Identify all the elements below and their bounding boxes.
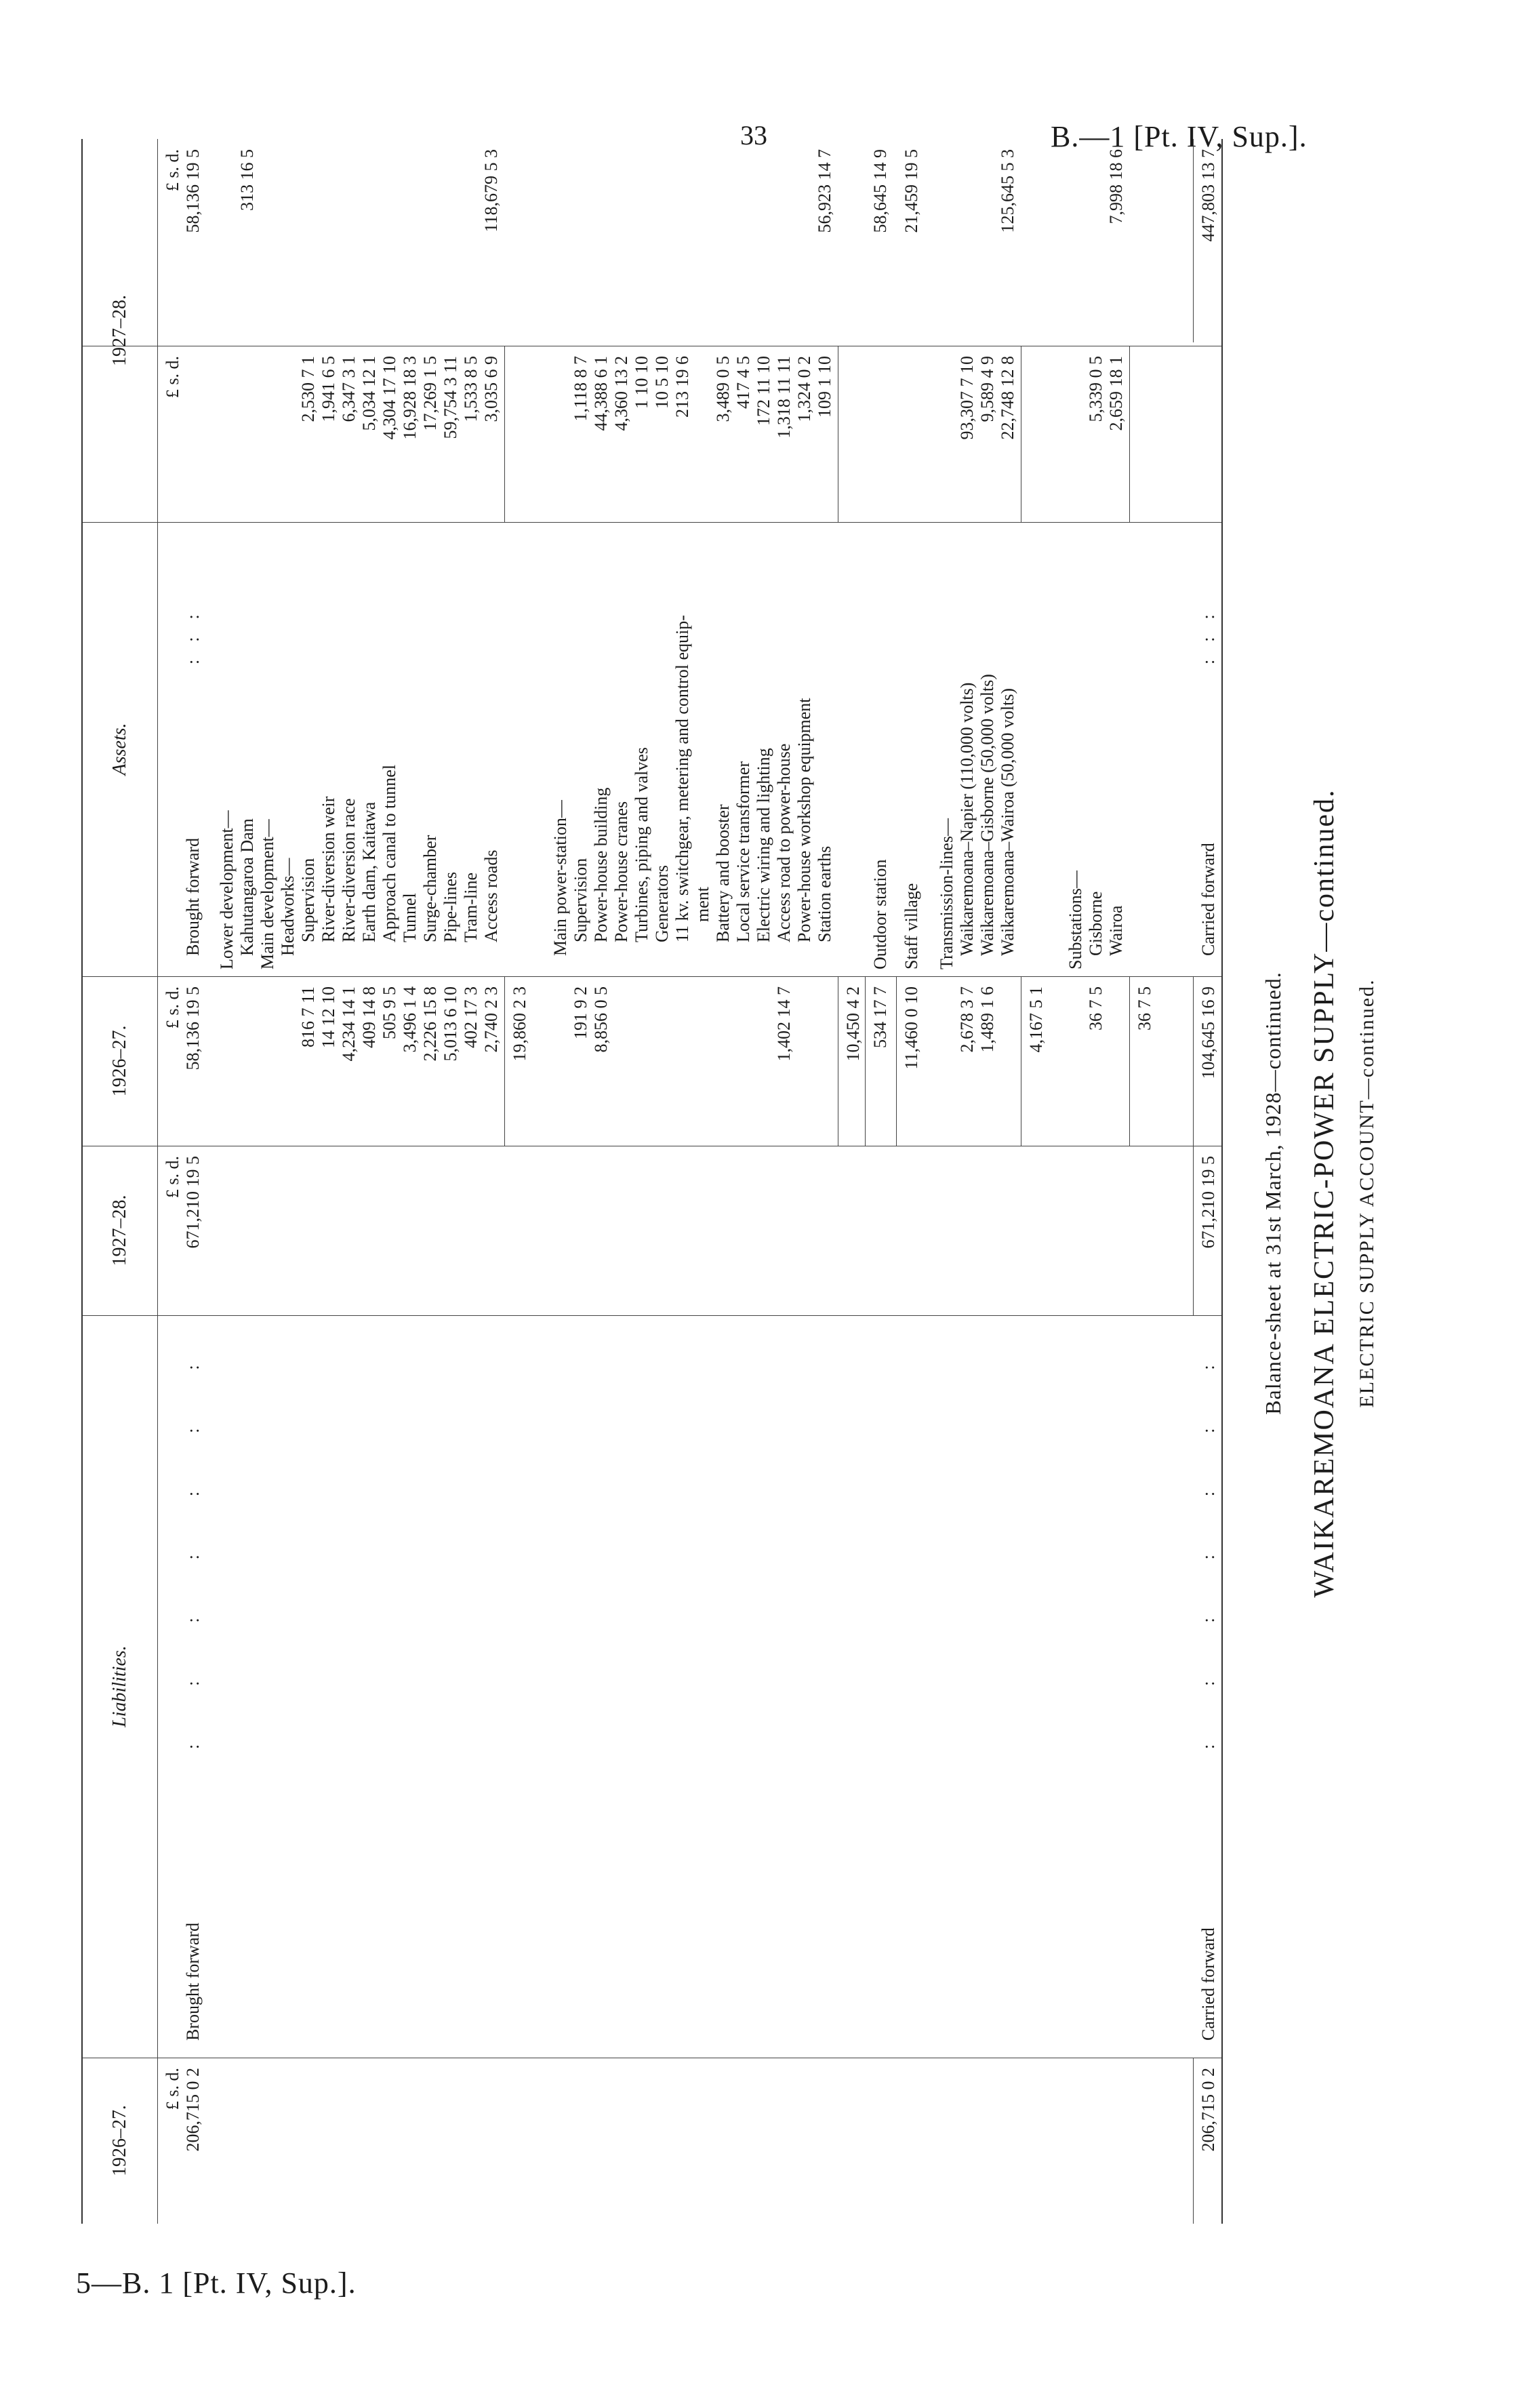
page-number: 33 xyxy=(740,120,767,151)
hw-1927: 2,530 7 1 xyxy=(298,356,318,422)
headworks-heading: Headworks— xyxy=(278,858,298,956)
st-1926 xyxy=(693,986,713,1142)
rule-ss-1926 xyxy=(1129,976,1130,1146)
money-heading-3: £ s. d. xyxy=(163,986,182,1029)
hw-label: Pipe-lines xyxy=(441,872,460,942)
tl-1926: 2,678 3 7 xyxy=(957,986,977,1053)
st-1927: 417 4 5 xyxy=(733,356,753,409)
money-heading-1: £ s. d. xyxy=(163,2068,182,2110)
rule-staff xyxy=(896,976,897,1146)
asset-cf-1926: 104,645 16 9 xyxy=(1198,986,1218,1079)
ss-label: Wairoa xyxy=(1106,905,1126,956)
headworks-total-1926: 19,860 2 3 xyxy=(510,986,529,1062)
leader-dots: : : : : : : : xyxy=(183,1357,203,1749)
hw-label: Surge-chamber xyxy=(420,835,440,942)
station-total-1927: 56,923 14 7 xyxy=(815,149,834,233)
tl-1926 xyxy=(998,986,1018,1142)
hw-label: Supervision xyxy=(298,858,318,942)
leader-dots: : : : xyxy=(183,614,203,664)
hw-1927: 17,269 1 5 xyxy=(420,356,440,431)
st-label: 11 kv. switchgear, metering and control equip- xyxy=(672,615,692,942)
transmission-total-1926: 4,167 5 1 xyxy=(1026,986,1046,1053)
hw-1927: 1,941 6 5 xyxy=(319,356,338,422)
page-reference: B.—1 [Pt. IV, Sup.]. xyxy=(1051,120,1308,153)
transmission-heading: Transmission-lines— xyxy=(937,818,956,969)
hw-1927: 3,035 6 9 xyxy=(481,356,501,422)
tl-1927: 9,589 4 9 xyxy=(977,356,997,422)
hw-1926: 14 12 10 xyxy=(319,986,338,1048)
station-total-1926: 10,450 4 2 xyxy=(843,986,863,1062)
st-label: Battery and booster xyxy=(713,804,733,942)
header-row xyxy=(83,139,158,2224)
main-power-station-heading: Main power-station— xyxy=(550,800,570,956)
hw-1926: 402 17 3 xyxy=(461,986,481,1048)
col-liabilities xyxy=(83,1315,1221,2058)
staff-1926: 11,460 0 10 xyxy=(901,986,921,1070)
header-1926-liab: 1926–27. xyxy=(109,2105,130,2176)
st-1926: 8,856 0 5 xyxy=(591,986,611,1053)
col-liab-1927 xyxy=(83,1146,1221,1315)
rule-outdoor xyxy=(865,976,866,1146)
hw-1927: 59,754 3 11 xyxy=(441,356,460,439)
tl-1927: 93,307 7 10 xyxy=(957,356,977,440)
st-1927: 1 10 10 xyxy=(632,356,651,409)
hw-label: River-diversion weir xyxy=(319,796,338,942)
st-label: Supervision xyxy=(571,858,590,942)
staff-label: Staff village xyxy=(901,883,921,969)
substations-heading: Substations— xyxy=(1066,870,1085,969)
header-assets: Assets. xyxy=(109,723,130,776)
substation-total-1927: 7,998 18 6 xyxy=(1106,149,1126,224)
leader-dots: : : : xyxy=(1198,614,1218,664)
st-label: Turbines, piping and valves xyxy=(632,747,651,942)
hw-label: Tram-line xyxy=(461,872,481,942)
header-liabilities: Liabilities. xyxy=(109,1645,130,1727)
hw-label: Access roads xyxy=(481,849,501,942)
tl-label: Waikaremoana–Napier (110,000 volts) xyxy=(957,682,977,956)
st-1927: 213 19 6 xyxy=(672,356,692,418)
liab-cf-label: Carried forward xyxy=(1198,1927,1218,2041)
ss-1927: 2,659 18 1 xyxy=(1106,356,1126,431)
st-label: Power-house cranes xyxy=(611,801,631,942)
hw-label: Earth dam, Kaitawa xyxy=(359,801,379,942)
hw-label: River-diversion race xyxy=(339,798,359,942)
liab-cf-1927: 671,210 19 5 xyxy=(1198,1156,1218,1249)
st-1926 xyxy=(754,986,774,1142)
st-1927: 4,360 13 2 xyxy=(611,356,631,431)
st-1927: 44,388 6 1 xyxy=(591,356,611,431)
outdoor-1926: 534 17 7 xyxy=(870,986,890,1048)
rotated-balance-sheet xyxy=(0,68,1410,2264)
liab-bf-1926: 206,715 0 2 xyxy=(183,2068,203,2152)
st-1926 xyxy=(672,986,693,1142)
tl-1926: 1,489 1 6 xyxy=(977,986,997,1053)
rule-cf-1927 xyxy=(1193,139,1194,342)
tl-1927: 22,748 12 8 xyxy=(998,356,1017,440)
sheet-heading: Balance-sheet at 31st March, 1928—continued. xyxy=(1261,972,1285,1415)
rule-cf-1926 xyxy=(1193,976,1194,1146)
main-development-heading: Main development— xyxy=(258,819,277,969)
st-1926: 191 9 2 xyxy=(571,986,590,1039)
liab-bf-1927: 671,210 19 5 xyxy=(183,1156,203,1249)
hw-1927: 6,347 3 1 xyxy=(339,356,359,422)
liab-bf-label: Brought forward xyxy=(183,1922,203,2041)
liab-cf-1926: 206,715 0 2 xyxy=(1198,2068,1218,2152)
ss-1927: 5,339 0 5 xyxy=(1086,356,1106,422)
account-heading: ELECTRIC SUPPLY ACCOUNT—continued. xyxy=(1356,978,1378,1408)
hw-1926: 505 9 5 xyxy=(380,986,399,1039)
outdoor-label: Outdoor station xyxy=(870,859,890,969)
hw-1927: 1,533 8 5 xyxy=(461,356,481,422)
asset-bf-1926: 58,136 19 5 xyxy=(183,986,203,1070)
st-1926 xyxy=(733,986,754,1142)
scheme-heading: WAIKAREMOANA ELECTRIC-POWER SUPPLY—continued. xyxy=(1309,788,1340,1598)
st-1926 xyxy=(611,986,632,1142)
st-label: ment xyxy=(693,887,712,922)
hw-label: Tunnel xyxy=(400,893,420,942)
hw-1926: 816 7 11 xyxy=(298,986,318,1048)
hw-1926: 409 14 8 xyxy=(359,986,379,1048)
st-1927: 3,489 0 5 xyxy=(713,356,733,422)
st-label: Station earths xyxy=(815,845,834,942)
st-1927: 10 5 10 xyxy=(652,356,672,409)
st-1926 xyxy=(652,986,672,1142)
outdoor-total: 58,645 14 9 xyxy=(870,149,890,233)
st-1927 xyxy=(693,356,713,519)
hw-1927: 16,928 18 3 xyxy=(400,356,420,440)
money-heading-5: £ s. d. xyxy=(163,149,182,192)
hw-1926: 5,013 6 10 xyxy=(441,986,460,1062)
rule-hw-1927 xyxy=(504,346,505,522)
rule-liab-1927 xyxy=(1193,1146,1194,1315)
st-1926 xyxy=(713,986,733,1142)
rule-liab-1926 xyxy=(1193,2058,1194,2224)
kahutangaroa-label: Kahutangaroa Dam xyxy=(237,818,257,956)
asset-cf-label: Carried forward xyxy=(1198,843,1218,956)
st-1927: 172 11 10 xyxy=(754,356,773,426)
hw-1927: 5,034 12 1 xyxy=(359,356,379,431)
asset-cf-total: 447,803 13 7 xyxy=(1198,149,1218,242)
rule-ss-1927 xyxy=(1129,346,1130,522)
header-1927-liab: 1927–28. xyxy=(109,1195,130,1266)
tl-label: Waikaremoana–Gisborne (50,000 volts) xyxy=(977,674,997,956)
st-label: Electric wiring and lighting xyxy=(754,748,773,942)
st-1927: 109 1 10 xyxy=(815,356,834,418)
st-1926 xyxy=(815,986,835,1142)
ss-label: Gisborne xyxy=(1086,891,1106,956)
asset-bf-total: 58,136 19 5 xyxy=(183,149,203,233)
balance-sheet-table xyxy=(81,139,1223,2224)
st-1926: 1,402 14 7 xyxy=(774,986,794,1062)
asset-bf-label: Brought forward xyxy=(183,837,203,956)
st-1927: 1,118 8 7 xyxy=(571,356,590,422)
substation-total-1926: 36 7 5 xyxy=(1135,986,1154,1030)
st-label: Local service transformer xyxy=(733,761,753,942)
tl-label: Waikaremoana–Wairoa (50,000 volts) xyxy=(998,687,1017,956)
col-liab-1926 xyxy=(83,2058,1221,2224)
st-label: Power-house building xyxy=(591,787,611,942)
kahutangaroa-total: 313 16 5 xyxy=(237,149,257,211)
st-label: Power-house workshop equipment xyxy=(794,698,814,942)
st-1927: 1,318 11 11 xyxy=(774,356,794,439)
money-heading-4: £ s. d. xyxy=(163,356,182,399)
footer-reference: 5—B. 1 [Pt. IV, Sup.]. xyxy=(76,2266,357,2300)
hw-1926: 3,496 1 4 xyxy=(400,986,420,1053)
hw-1926: 4,234 14 1 xyxy=(339,986,359,1062)
header-1926-assets: 1926–27. xyxy=(109,1025,130,1097)
hw-label: Approach canal to tunnel xyxy=(380,764,399,942)
st-1926 xyxy=(794,986,815,1142)
rule-hw-1926 xyxy=(504,976,505,1146)
hw-1926: 2,740 2 3 xyxy=(481,986,501,1053)
st-label: Access road to power-house xyxy=(774,743,794,942)
hw-1927: 4,304 17 10 xyxy=(380,356,399,440)
leader-dots: : : : : : : : xyxy=(1198,1357,1218,1749)
header-1927-assets: 1927–28. xyxy=(109,295,130,366)
staff-total: 21,459 19 5 xyxy=(901,149,921,233)
st-1927: 1,324 0 2 xyxy=(794,356,814,422)
money-heading-2: £ s. d. xyxy=(163,1156,182,1199)
headworks-total-1927: 118,679 5 3 xyxy=(481,149,501,233)
ss-1926: 36 7 5 xyxy=(1086,986,1106,1030)
hw-1926: 2,226 15 8 xyxy=(420,986,440,1062)
ss-1926 xyxy=(1106,986,1127,1142)
st-1926 xyxy=(632,986,652,1142)
lower-development-heading: Lower development— xyxy=(217,810,237,969)
st-label: Generators xyxy=(652,864,672,942)
transmission-total-1927: 125,645 5 3 xyxy=(998,149,1017,233)
